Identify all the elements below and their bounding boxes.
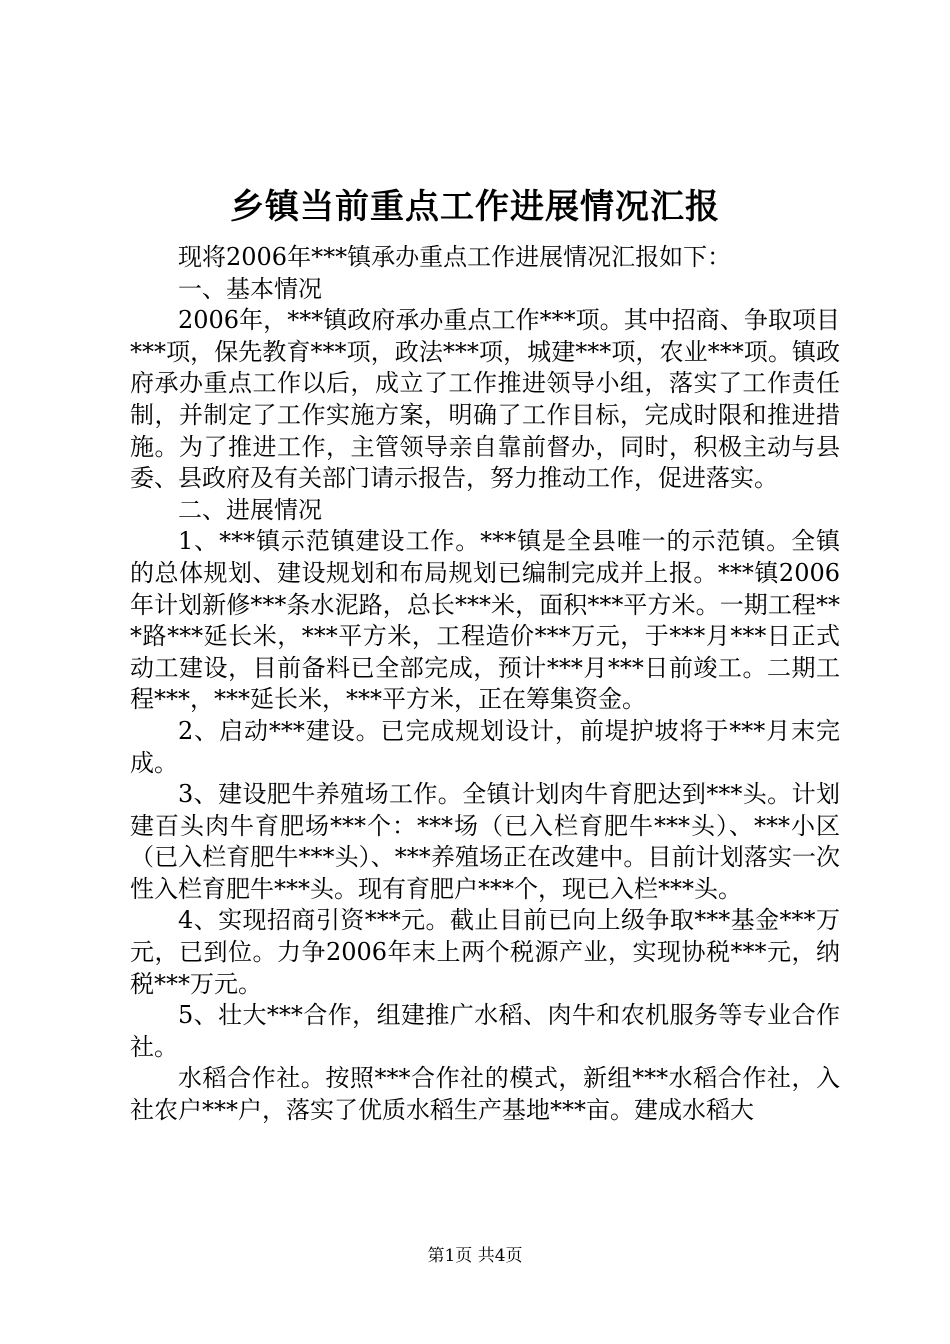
progress-item-4: 4、实现招商引资***元。截止目前已向上级争取***基金***万元，已到位。力争2006年末上两个税源产业，实现协税***元，纳税***万元。 [130, 906, 840, 998]
progress-item-3: 3、建设肥牛养殖场工作。全镇计划肉牛育肥达到***头。计划建百头肉牛育肥场***个：***场（已入栏育肥牛***头）、***小区（已入栏育肥牛***头）、***养殖场正在改建中。目前计划落实一次性入栏育肥牛***头。现有育肥户***个，现已入栏***头。 [130, 780, 840, 903]
document-body [130, 242, 840, 1127]
basic-situation-paragraph: 2006年，***镇政府承办重点工作***项。其中招商、争取项目***项，保先教育***项，政法***项，城建***项，农业***项。镇政府承办重点工作以后，成立了工作推进领导小组，落实了工作责任制，并制定了工作实施方案，明确了工作目标，完成时限和推进措施。为了推进工作，主管领导亲自靠前督办，同时，积极主动与县委、县政府及有关部门请示报告，努力推动工作，促进落实。 [130, 306, 840, 493]
progress-item-5: 5、壮大***合作，组建推广水稻、肉牛和农机服务等专业合作社。 [130, 1001, 840, 1061]
progress-item-2: 2、启动***建设。已完成规划设计，前堤护坡将于***月末完成。 [130, 716, 840, 777]
page-footer: 第1页 共4页 [427, 1246, 523, 1266]
document-title: 乡镇当前重点工作进展情况汇报 [230, 187, 720, 227]
intro-paragraph: 现将2006年***镇承办重点工作进展情况汇报如下： [178, 243, 732, 271]
rice-cooperative-paragraph: 水稻合作社。按照***合作社的模式，新组***水稻合作社，入社农户***户，落实了优质水稻生产基地***亩。建成水稻大 [130, 1064, 840, 1125]
section-heading-progress: 二、进展情况 [178, 495, 322, 524]
progress-item-1: 1、***镇示范镇建设工作。***镇是全县唯一的示范镇。全镇的总体规划、建设规划和布局规划已编制完成并上报。***镇2006年计划新修***条水泥路，总长***米，面积***平方米。一期工程***路***延长米，***平方米，工程造价***万元，于***月***日正式动工建设，目前备料已全部完成，预计***月***日前竣工。二期工程***，***延长米，***平方米，正在筹集资金。 [130, 527, 840, 714]
section-heading-basic: 一、基本情况 [178, 274, 322, 303]
